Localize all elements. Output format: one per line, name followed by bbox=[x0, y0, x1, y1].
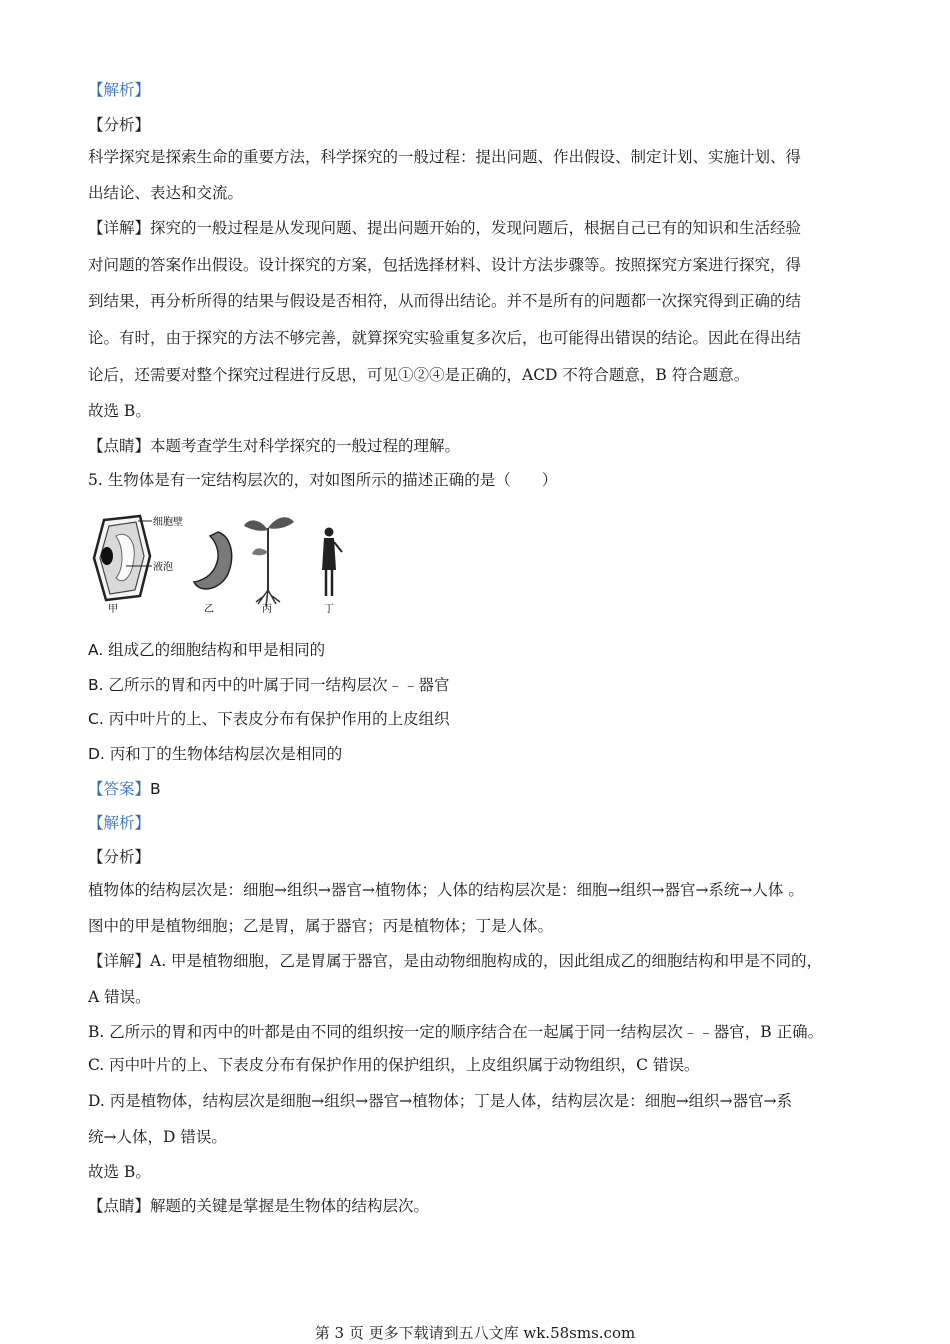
label-yi: 乙 bbox=[204, 604, 214, 615]
option-a: A. 组成乙的细胞结构和甲是相同的 bbox=[88, 641, 326, 659]
paragraph-line: 出结论、表达和交流。 bbox=[88, 184, 244, 202]
section-jiexi-2: 【解析】 bbox=[88, 814, 151, 832]
section-fenxi-1: 【分析】 bbox=[88, 116, 151, 134]
answer-tag: 【答案】 bbox=[88, 780, 151, 798]
label-jia: 甲 bbox=[108, 604, 118, 615]
plant-drawing bbox=[244, 517, 294, 606]
option-c: C. 丙中叶片的上、下表皮分布有保护作用的上皮组织 bbox=[88, 710, 450, 728]
paragraph-line: 【点睛】解题的关键是掌握是生物体的结构层次。 bbox=[88, 1197, 430, 1215]
paragraph-line: 统→人体，D 错误。 bbox=[88, 1128, 227, 1146]
paragraph-line: 故选 B。 bbox=[88, 1163, 151, 1181]
answer-value: B bbox=[150, 780, 161, 798]
paragraph-line: 对问题的答案作出假设。设计探究的方案，包括选择材料、设计方法步骤等。按照探究方案进行探究，得 bbox=[88, 256, 802, 274]
section-fenxi-2: 【分析】 bbox=[88, 848, 151, 866]
label-ding: 丁 bbox=[324, 604, 334, 615]
paragraph-line: 植物体的结构层次是：细胞→组织→器官→植物体；人体的结构层次是：细胞→组织→器官→系统→人体 。 bbox=[88, 881, 804, 899]
paragraph-line: 论。有时，由于探究的方法不够完善，就算探究实验重复多次后，也可能得出错误的结论。因此在得出结 bbox=[88, 329, 802, 347]
paragraph-line: D. 丙是植物体，结构层次是细胞→组织→器官→植物体；丁是人体，结构层次是：细胞→组织→器官→系 bbox=[88, 1092, 793, 1110]
option-d: D. 丙和丁的生物体结构层次是相同的 bbox=[88, 745, 343, 763]
paragraph-line: 论后，还需要对整个探究过程进行反思，可见①②④是正确的，ACD 不符合题意，B 符合题意。 bbox=[88, 366, 750, 384]
figure-svg bbox=[90, 508, 352, 620]
plant-cell-drawing bbox=[94, 516, 152, 600]
paragraph-line: 科学探究是探索生命的重要方法，科学探究的一般过程：提出问题、作出假设、制定计划、实施计划、得 bbox=[88, 148, 802, 166]
paragraph-line: 【详解】探究的一般过程是从发现问题、提出问题开始的，发现问题后，根据自己已有的知识和生活经验 bbox=[88, 219, 802, 237]
option-b: B. 乙所示的胃和丙中的叶属于同一结构层次﹣﹣器官 bbox=[88, 676, 450, 694]
label-bing: 丙 bbox=[262, 604, 272, 615]
question-5-stem: 5. 生物体是有一定结构层次的，对如图所示的描述正确的是（ ） bbox=[88, 471, 558, 489]
stomach-drawing bbox=[194, 532, 232, 589]
human-drawing bbox=[322, 528, 342, 597]
label-cell-wall: 细胞壁 bbox=[153, 517, 183, 528]
paragraph-line: 【详解】A. 甲是植物细胞，乙是胃属于器官，是由动物细胞构成的，因此组成乙的细胞结构和甲是不同的， bbox=[88, 952, 823, 970]
section-jiexi-1: 【解析】 bbox=[88, 81, 151, 99]
paragraph-line: 图中的甲是植物细胞；乙是胃，属于器官；丙是植物体；丁是人体。 bbox=[88, 917, 554, 935]
structure-levels-figure bbox=[90, 508, 352, 620]
paragraph-line: A 错误。 bbox=[88, 988, 151, 1006]
paragraph-line: B. 乙所示的胃和丙中的叶都是由不同的组织按一定的顺序结合在一起属于同一结构层次﹣﹣器官，B 正确。 bbox=[88, 1023, 824, 1041]
paragraph-line: 故选 B。 bbox=[88, 402, 151, 420]
paragraph-line: C. 丙中叶片的上、下表皮分布有保护作用的保护组织，上皮组织属于动物组织，C 错误。 bbox=[88, 1056, 700, 1074]
answer-line bbox=[88, 778, 161, 800]
paragraph-line: 到结果，再分析所得的结果与假设是否相符，从而得出结论。并不是所有的问题都一次探究得到正确的结 bbox=[88, 292, 802, 310]
paragraph-line: 【点睛】本题考查学生对科学探究的一般过程的理解。 bbox=[88, 437, 461, 455]
page-footer: 第 3 页 更多下载请到五八文库 wk.58sms.com bbox=[314, 1324, 636, 1342]
label-vacuole: 液泡 bbox=[153, 562, 173, 573]
